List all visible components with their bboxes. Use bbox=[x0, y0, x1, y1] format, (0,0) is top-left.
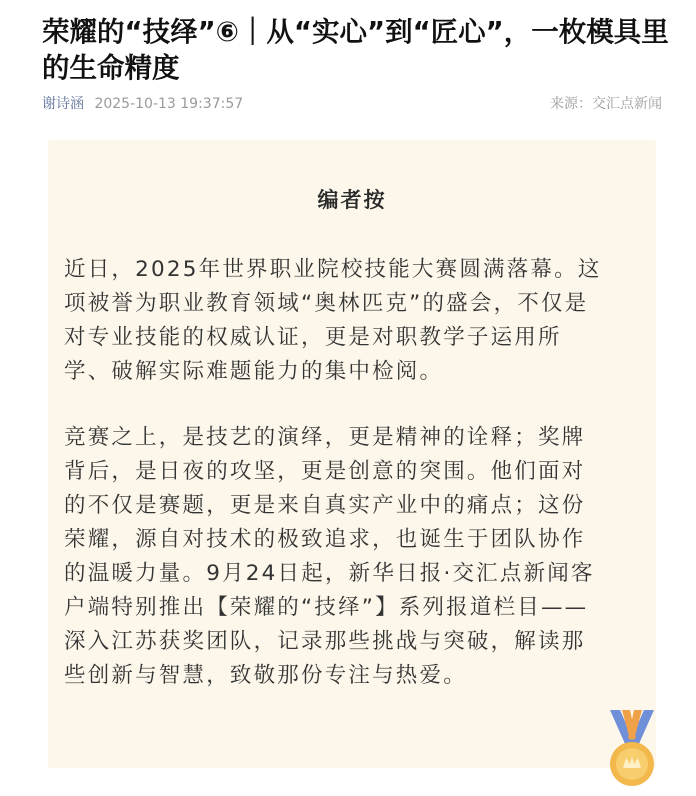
article-meta bbox=[42, 93, 662, 115]
paragraph-line: 户端特别推出【荣耀的“技绎”】系列报道栏目—— bbox=[64, 595, 589, 620]
paragraph-line: 对专业技能的权威认证，更是对职教学子运用所 bbox=[64, 325, 562, 350]
paragraph-line: 的温暖力量。9月24日起，新华日报·交汇点新闻客 bbox=[64, 561, 595, 586]
author-link[interactable]: 谢诗涵 bbox=[42, 96, 84, 112]
paragraph-line: 近日，2025年世界职业院校技能大赛圆满落幕。这 bbox=[64, 257, 602, 282]
paragraph-line: 的不仅是赛题，更是来自真实产业中的痛点；这份 bbox=[64, 493, 586, 518]
paragraph-line: 深入江苏获奖团队，记录那些挑战与突破，解读那 bbox=[64, 629, 586, 654]
article-source: 来源：交汇点新闻 bbox=[550, 96, 662, 112]
paragraph-line: 项被誉为职业教育领域“奥林匹克”的盛会，不仅是 bbox=[64, 291, 589, 316]
editor-note-paragraph-2 bbox=[64, 421, 642, 693]
article-title: 荣耀的“技绎”⑥｜从“实心”到“匠心”，一枚模具里的生命精度 bbox=[42, 16, 669, 84]
paragraph-line: 竞赛之上，是技艺的演绎，更是精神的诠释；奖牌 bbox=[64, 425, 586, 450]
editor-note-heading: 编者按 bbox=[317, 188, 387, 212]
paragraph-line: 荣耀，源自对技术的极致追求，也诞生于团队协作 bbox=[64, 527, 586, 552]
publish-datetime: 2025-10-13 19:37:57 bbox=[94, 96, 244, 112]
paragraph-line: 背后，是日夜的攻坚，更是创意的突围。他们面对 bbox=[64, 459, 586, 484]
medal-icon bbox=[604, 708, 660, 792]
paragraph-line: 些创新与智慧，致敬那份专注与热爱。 bbox=[64, 663, 467, 688]
paragraph-line: 学、破解实际难题能力的集中检阅。 bbox=[64, 359, 444, 384]
editor-note-card bbox=[48, 140, 656, 768]
editor-note-paragraph-1 bbox=[64, 253, 642, 389]
